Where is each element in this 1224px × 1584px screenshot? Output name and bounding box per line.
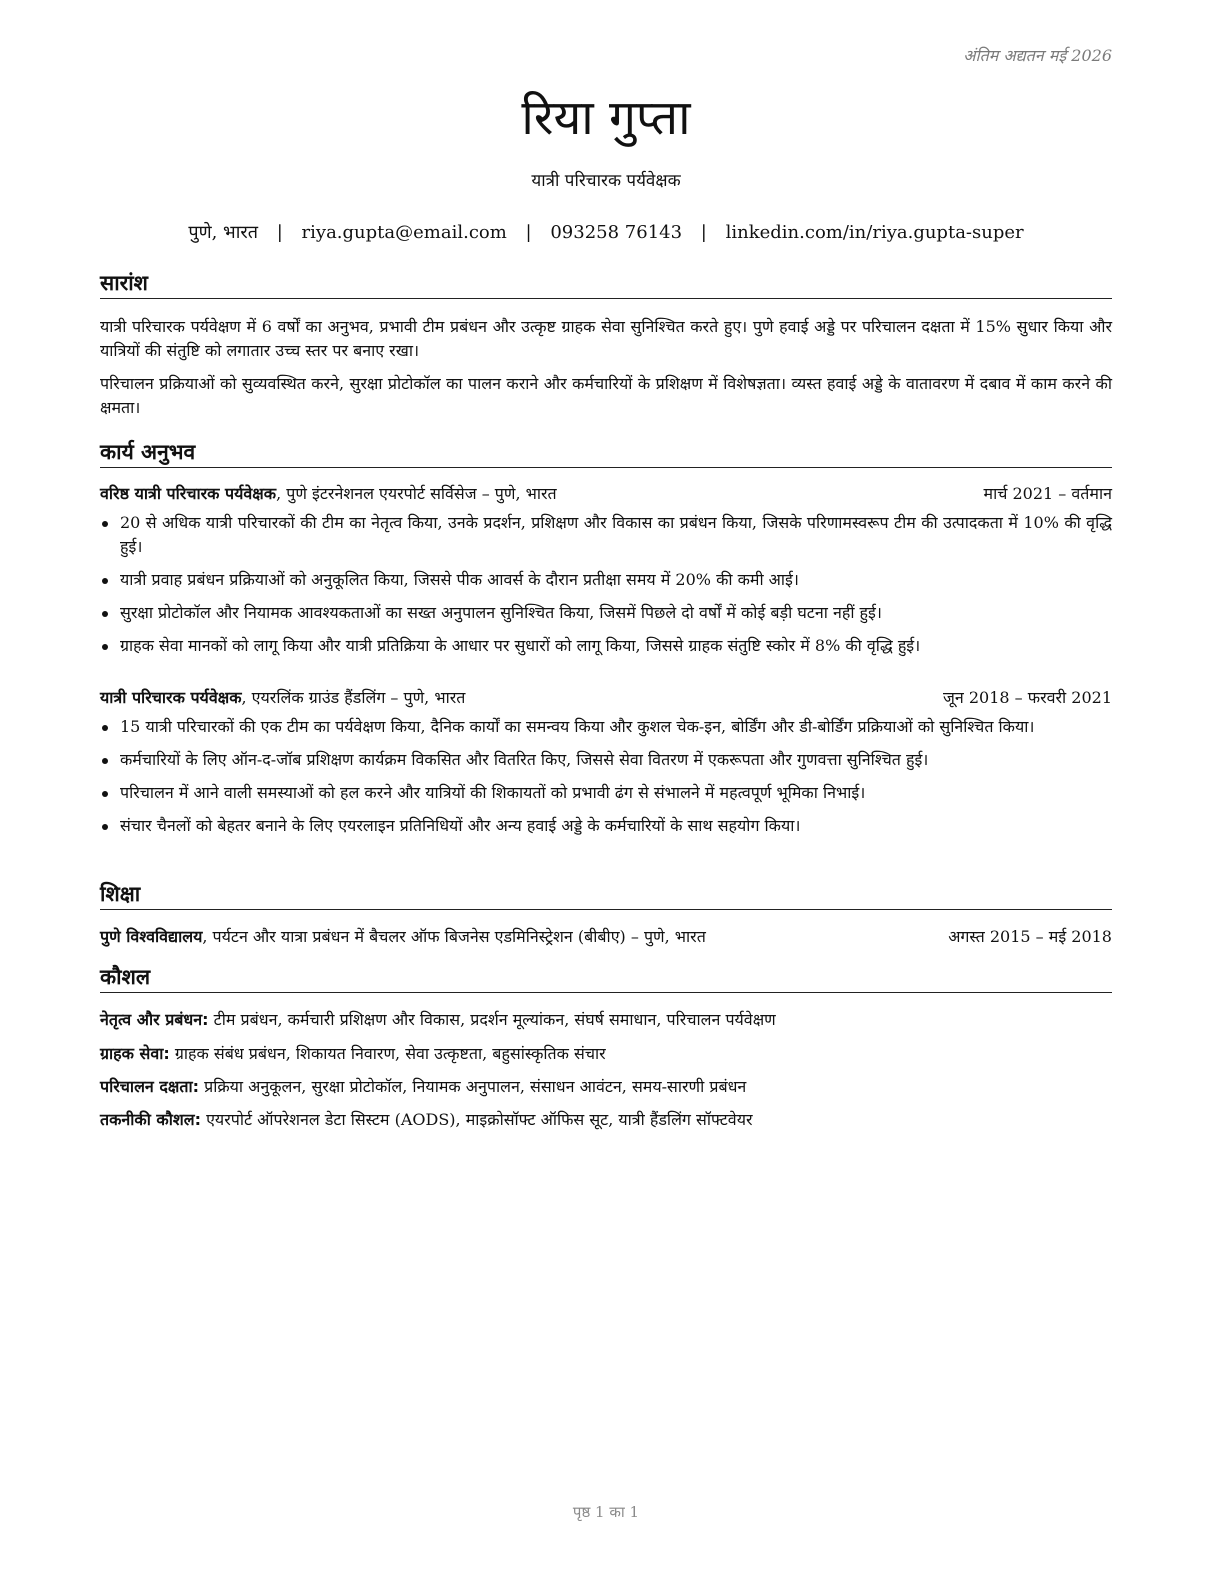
education-entry <box>100 925 1112 949</box>
education-date: अगस्त 2015 – मई 2018 <box>948 927 1112 946</box>
skill-value: एयरपोर्ट ऑपरेशनल डेटा सिस्टम (AODS), माइक्रोसॉफ्ट ऑफिस सूट, यात्री हैंडलिंग सॉफ्टवेयर <box>201 1110 753 1129</box>
page-number: पृष्ठ 1 का 1 <box>572 1503 640 1521</box>
separator: | <box>700 222 707 243</box>
degree-detail: , पर्यटन और यात्रा प्रबंधन में बैचलर ऑफ बिजनेस एडमिनिस्ट्रेशन (बीबीए) – पुणे, भारत <box>202 927 706 946</box>
skill-row <box>100 1008 1112 1032</box>
skill-label: तकनीकी कौशल: <box>100 1110 201 1129</box>
skill-row <box>100 1042 1112 1066</box>
job-org: , पुणे इंटरनेशनल एयरपोर्ट सर्विसेज – पुणे, भारत <box>276 484 557 503</box>
contact-email[interactable]: riya.gupta@email.com <box>301 222 507 243</box>
resume-page <box>100 0 1112 1584</box>
skill-row <box>100 1075 1112 1099</box>
job-date: जून 2018 – फरवरी 2021 <box>943 688 1112 707</box>
job-role: वरिष्ठ यात्री परिचारक पर्यवेक्षक <box>100 484 277 503</box>
job-bullets <box>100 511 1112 667</box>
section-title-experience: कार्य अनुभव <box>100 439 1112 468</box>
separator: | <box>276 222 283 243</box>
job-date: मार्च 2021 – वर्तमान <box>983 484 1112 503</box>
job-org: , एयरलिंक ग्राउंड हैंडलिंग – पुणे, भारत <box>241 688 466 707</box>
section-title-skills: कौशल <box>100 964 1112 993</box>
list-item: परिचालन में आने वाली समस्याओं को हल करने और यात्रियों की शिकायतों को प्रभावी ढंग से संभालने में महत्वपूर्ण भूमिका निभाई। <box>100 781 1112 805</box>
job-role: यात्री परिचारक पर्यवेक्षक <box>100 688 242 707</box>
list-item: कर्मचारियों के लिए ऑन-द-जॉब प्रशिक्षण कार्यक्रम विकसित और वितरित किए, जिससे सेवा वितरण में एकरूपता और गुणवत्ता सुनिश्चित हुई। <box>100 748 1112 772</box>
skill-row <box>100 1108 1112 1132</box>
job-title: यात्री परिचारक पर्यवेक्षक <box>531 171 681 191</box>
list-item: संचार चैनलों को बेहतर बनाने के लिए एयरलाइन प्रतिनिधियों और अन्य हवाई अड्डे के कर्मचारियों के साथ सहयोग किया। <box>100 814 1112 838</box>
job-header <box>100 482 1112 506</box>
skill-value: प्रक्रिया अनुकूलन, सुरक्षा प्रोटोकॉल, नियामक अनुपालन, संसाधन आवंटन, समय-सारणी प्रबंधन <box>199 1077 747 1096</box>
list-item: यात्री प्रवाह प्रबंधन प्रक्रियाओं को अनुकूलित किया, जिससे पीक आवर्स के दौरान प्रतीक्षा समय में 20% की कमी आई। <box>100 568 1112 592</box>
section-title-education: शिक्षा <box>100 881 1112 910</box>
school-name: पुणे विश्वविद्यालय <box>100 927 203 946</box>
skill-value: टीम प्रबंधन, कर्मचारी प्रशिक्षण और विकास, प्रदर्शन मूल्यांकन, संघर्ष समाधान, परिचालन पर्यवेक्षण <box>208 1010 776 1029</box>
job-bullets <box>100 715 1112 847</box>
skill-label: ग्राहक सेवा: <box>100 1044 170 1063</box>
summary-paragraph: यात्री परिचारक पर्यवेक्षण में 6 वर्षों का अनुभव, प्रभावी टीम प्रबंधन और उत्कृष्ट ग्राहक सेवा सुनिश्चित करते हुए। पुणे हवाई अड्डे पर परिचालन दक्षता में 15% सुधार किया और यात्रियों की संतुष्टि को लगातार उच्च स्तर पर बनाए रखा। <box>100 317 1112 360</box>
separator: | <box>525 222 532 243</box>
section-title-summary: सारांश <box>100 270 1112 299</box>
candidate-name: रिया गुप्ता <box>521 90 691 146</box>
contact-line <box>100 220 1112 244</box>
list-item: सुरक्षा प्रोटोकॉल और नियामक आवश्यकताओं का सख्त अनुपालन सुनिश्चित किया, जिसमें पिछले दो वर्षों में कोई बड़ी घटना नहीं हुई। <box>100 601 1112 625</box>
summary-paragraph: परिचालन प्रक्रियाओं को सुव्यवस्थित करने, सुरक्षा प्रोटोकॉल का पालन कराने और कर्मचारियों के प्रशिक्षण में विशेषज्ञता। व्यस्त हवाई अड्डे के वातावरण में दबाव में काम करने की क्षमता। <box>100 374 1112 417</box>
skill-label: नेतृत्व और प्रबंधन: <box>100 1010 209 1029</box>
skill-label: परिचालन दक्षता: <box>100 1077 200 1096</box>
last-updated: अंतिम अद्यतन मई 2026 <box>963 46 1112 65</box>
skill-value: ग्राहक संबंध प्रबंधन, शिकायत निवारण, सेवा उत्कृष्टता, बहुसांस्कृतिक संचार <box>169 1044 606 1063</box>
job-header <box>100 686 1112 710</box>
list-item: ग्राहक सेवा मानकों को लागू किया और यात्री प्रतिक्रिया के आधार पर सुधारों को लागू किया, जिससे ग्राहक संतुष्टि स्कोर में 8% की वृद्धि हुई। <box>100 634 1112 658</box>
contact-phone: 093258 76143 <box>550 222 683 243</box>
contact-location: पुणे, भारत <box>188 222 258 243</box>
list-item: 20 से अधिक यात्री परिचारकों की टीम का नेतृत्व किया, उनके प्रदर्शन, प्रशिक्षण और विकास का प्रबंधन किया, जिसके परिणामस्वरूप टीम की उत्पादकता में 10% की वृद्धि हुई। <box>100 511 1112 559</box>
contact-linkedin[interactable]: linkedin.com/in/riya.gupta-super <box>725 222 1024 243</box>
list-item: 15 यात्री परिचारकों की एक टीम का पर्यवेक्षण किया, दैनिक कार्यों का समन्वय किया और कुशल चेक-इन, बोर्डिंग और डी-बोर्डिंग प्रक्रियाओं को सुनिश्चित किया। <box>100 715 1112 739</box>
